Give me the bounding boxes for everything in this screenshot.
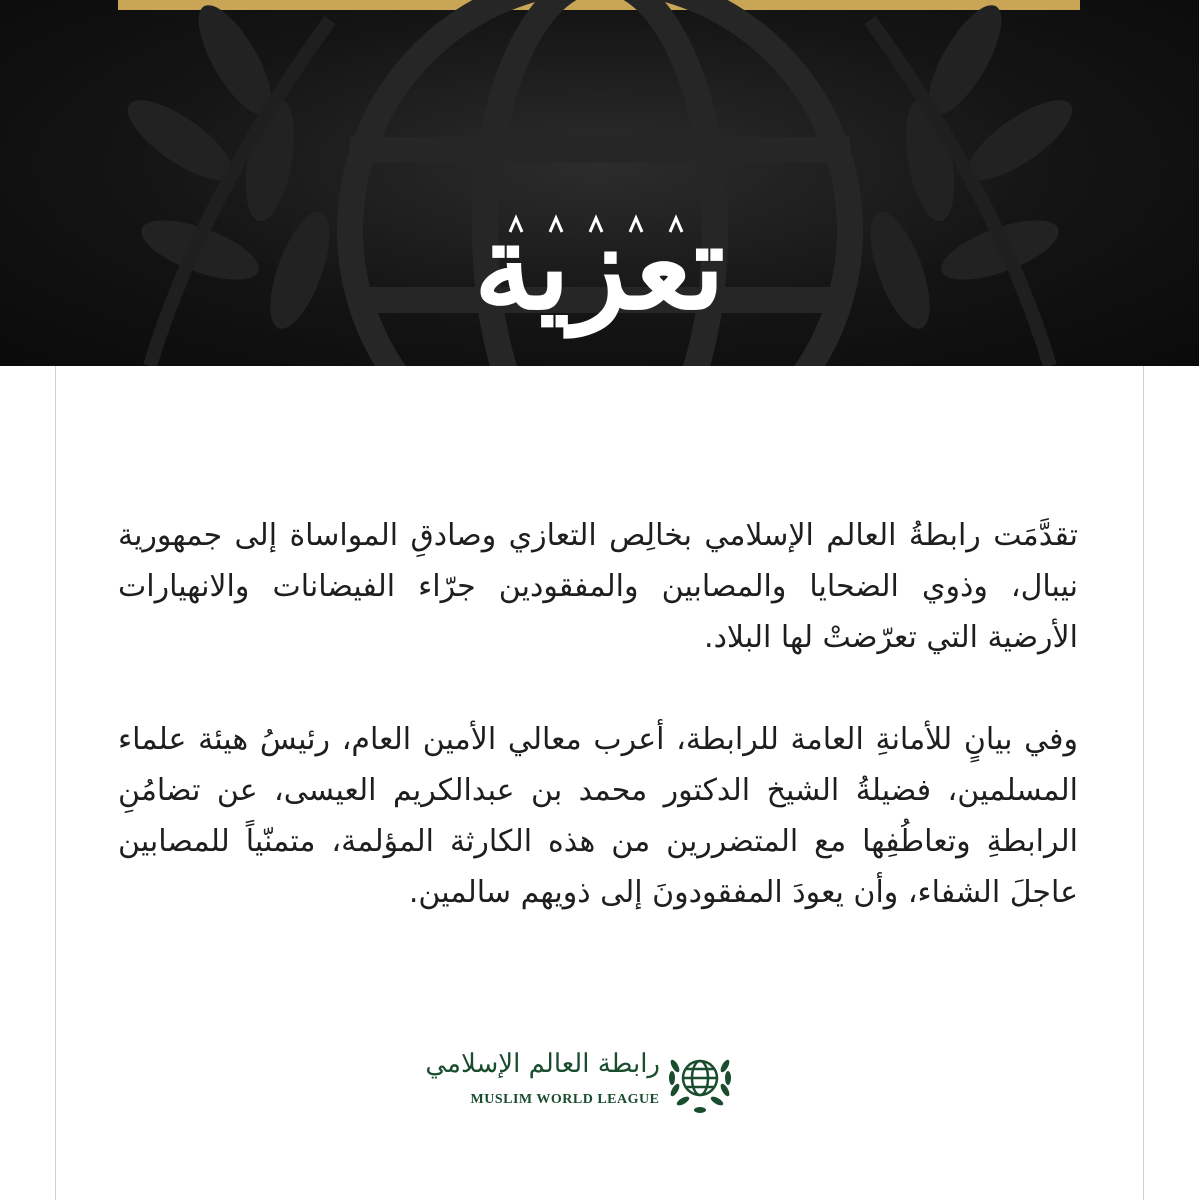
paragraph-2: وفي بيانٍ للأمانةِ العامة للرابطة، أعرب معالي الأمين العام، رئيسُ هيئة علماء المسلمين، فضيلةُ الشيخ الدكتور محمد بن عبدالكريم العيسى، عن تضامُنِ الرابطةِ وتعاطُفِها مع المتضررين من هذه الكارثة المؤلمة، متمنّياً للمصابين عاجلَ الشفاء، وأن يعودَ المفقودونَ إلى ذويهم سالمين.	[118, 722, 1078, 910]
frame-left-line	[55, 366, 56, 1200]
condolence-body	[118, 510, 1078, 918]
logo-arabic-name: رابطة العالم الإسلامي	[425, 1049, 660, 1079]
globe-wreath-icon	[666, 1044, 734, 1116]
page-title: تعزية	[474, 197, 725, 336]
mwl-logo	[425, 1040, 740, 1120]
paragraph-1: تقدَّمَت رابطةُ العالم الإسلامي بخالِص التعازي وصادقِ المواساة إلى جمهورية نيبال، وذوي الضحايا والمصابين والمفقودين جرّاء الفيضانات والانهيارات الأرضية التي تعرّضتْ لها البلاد.	[118, 518, 1078, 655]
frame-right-line	[1143, 366, 1144, 1200]
header-banner	[0, 0, 1199, 366]
logo-english-name: MUSLIM WORLD LEAGUE	[470, 1092, 660, 1107]
